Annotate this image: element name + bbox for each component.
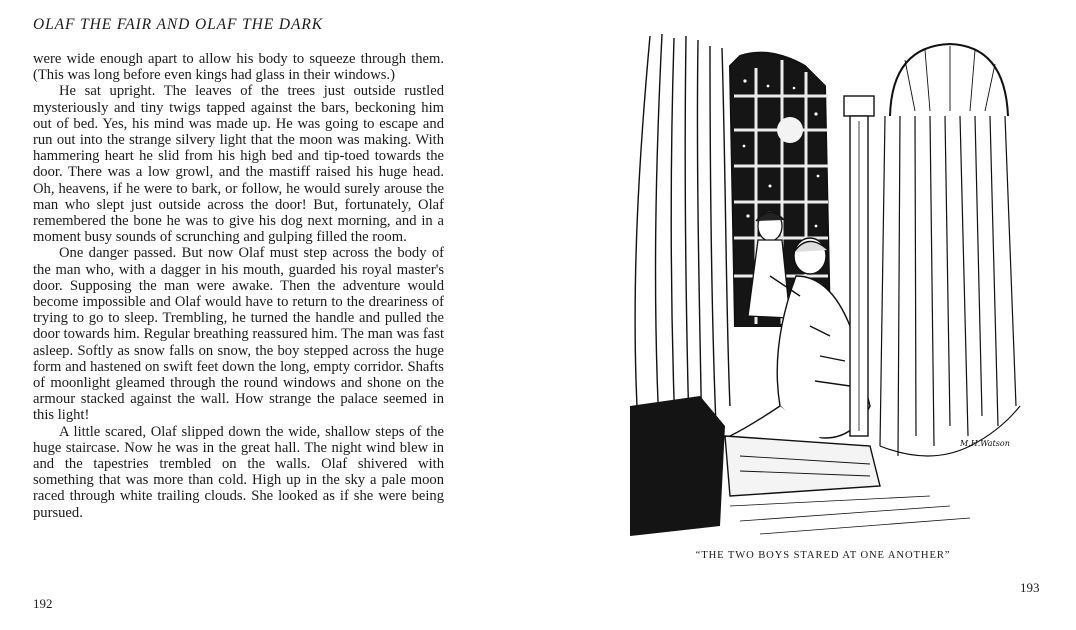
right-page <box>538 0 1076 630</box>
moon <box>777 117 803 143</box>
illustration <box>630 26 1022 542</box>
illustration-caption: “THE TWO BOYS STARED AT ONE ANOTHER” <box>695 550 951 561</box>
right-curtain-drawing <box>880 116 1020 456</box>
window-ledge <box>725 436 880 496</box>
dark-drape <box>630 396 725 536</box>
running-head: OLAF THE FAIR AND OLAF THE DARK <box>33 16 323 33</box>
paragraph-3: One danger passed. But now Olaf must step across the body of the man who, with a dagger in his mouth, guarded his royal master's door. Supposing the man were awake. Then the adventure would become impossible and Olaf would have to return to the dreariness of trying to go to sleep. Trembling, he turned the handle and pulled the door towards him. Regular breathing reassured him. The man was fast asleep. Softly as snow falls on snow, the boy stepped across the huge form and hastened on swift feet down the long, empty corridor. Shafts of moonlight gleamed through the round windows and shone on the armour stacked against the wall. How strange the palace seemed in this light! <box>33 245 444 424</box>
paragraph-2: He sat upright. The leaves of the trees just outside rustled mysteriously and tiny twigs tapped against the bars, beckoning him out of bed. Yes, his mind was made up. He was going to escape and run out into the strange silvery light that the moon was making. With hammering heart he slid from his high bed and tip-toed towards the door. There was a low growl, and the mastiff raised his huge head. Oh, heavens, if he were to bark, or follow, he would surely arouse the man who slept just outside across the door! But, fortunately, Olaf remembered the bone he was to give his dog next morning, and in a moment busy sounds of scrunching and gulping filled the room. <box>33 83 444 246</box>
body-text <box>33 51 444 521</box>
page-number-right: 193 <box>1020 580 1040 595</box>
illustrator-signature: M.H.Watson <box>960 439 1010 448</box>
page-number-left: 192 <box>33 596 53 611</box>
paragraph-4: A little scared, Olaf slipped down the wide, shallow steps of the huge staircase. Now he was in the great hall. The night wind blew in and the tapestries trembled on the walls. Olaf shivered with something that was more than cold. High up in the sky a pale moon raced through white trailing clouds. She looked as if she were being pursued. <box>33 423 444 521</box>
paragraph-1: were wide enough apart to allow his body to squeeze through them. (This was long before even kings had glass in their windows.) <box>33 51 444 84</box>
right-arch <box>890 44 1008 116</box>
